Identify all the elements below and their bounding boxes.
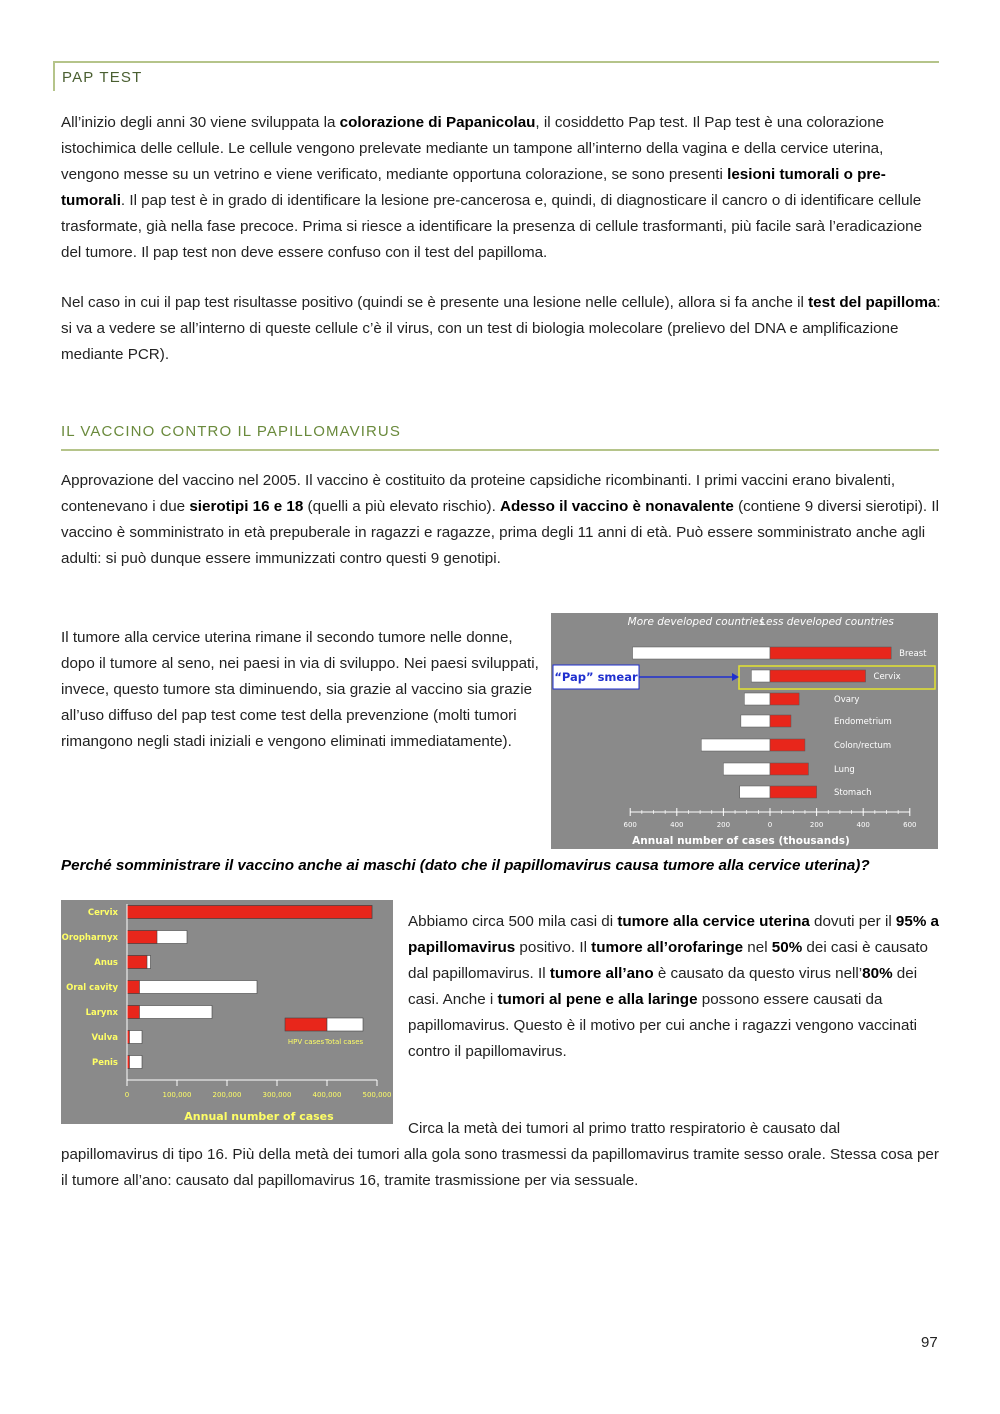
paragraph-transmission: papillomavirus di tipo 16. Più della metà dei tumori alla gola sono trasmessi da papillomavirus tramite sesso orale. Stessa cosa per il tumore all’ano: causato dal papillomavirus 16, tramite trasmissione per via sessuale. xyxy=(61,1146,939,1189)
pap-smear-arrowhead xyxy=(732,673,739,681)
category-label: Anus xyxy=(94,958,118,968)
paragraph-pap-test-intro xyxy=(61,110,941,266)
bold-phrase: test del papilloma xyxy=(808,294,937,311)
category-label: Larynx xyxy=(85,1008,118,1018)
bold-phrase: tumori al pene e alla laringe xyxy=(497,991,698,1008)
question-heading-vaccine-males: Perché somministrare il vaccino anche ai maschi (dato che il papillomavirus causa tumore alla cervice uterina)? xyxy=(61,857,870,874)
x-tick-label: 400,000 xyxy=(312,1091,342,1099)
text-run: , il cosiddetto Pap test. Il Pap test è una colorazione istochimica delle cellule. Le cellule vengono prelevate mediante un tampone all’interno della vagina e della cervice uterina, vengono messe su un vetrino e viene verificato, mediante opportuna colorazione, se sono presenti xyxy=(61,114,885,183)
x-tick-label: 100,000 xyxy=(162,1091,192,1099)
paragraph-respiratory-tract: Circa la metà dei tumori al primo tratto respiratorio è causato dal xyxy=(408,1120,841,1137)
text-run: Abbiamo circa 500 mila casi di xyxy=(408,913,618,930)
bar-hpv-larynx xyxy=(127,1006,140,1019)
category-label: Endometrium xyxy=(834,717,892,727)
x-tick-label: 300,000 xyxy=(262,1091,292,1099)
category-label: Oropharnyx xyxy=(61,933,118,943)
chart-hpv-cases-by-site xyxy=(61,900,393,1124)
bar-hpv-cervix xyxy=(127,906,372,919)
text-run: . Il pap test è in grado di identificare la lesione pre-cancerosa e, quindi, di diagnosticare il cancro o di identificare cellule trasformate, già nella fase precoce. Prima si riesce a identificare la presenza di cellule trasformanti, più facile sarà l’eradicazione del tumore. Il pap test non deve essere confuso con il test del papilloma. xyxy=(61,192,923,261)
bar-less-developed-colonrectum xyxy=(770,739,805,751)
bar-less-developed-endometrium xyxy=(770,715,791,727)
category-label: Cervix xyxy=(873,672,901,682)
x-tick-label: 500,000 xyxy=(362,1091,392,1099)
chart-cancer-cases-by-development xyxy=(551,613,938,849)
x-tick-label: 200 xyxy=(716,821,731,829)
category-label: Lung xyxy=(834,765,855,775)
text-run: nel xyxy=(743,939,772,956)
bold-phrase: colorazione di Papanicolau xyxy=(339,114,536,131)
page-number: 97 xyxy=(921,1334,938,1351)
bar-hpv-oralcavity xyxy=(127,981,140,994)
category-label: Stomach xyxy=(834,788,872,798)
text-run: : si va a vedere se all’interno di queste cellule c’è il virus, con un test di biologia molecolare (prelievo del DNA e amplificazione mediante PCR). xyxy=(61,294,941,363)
bold-phrase: sierotipi 16 e 18 xyxy=(189,498,304,515)
bold-phrase: 50% xyxy=(771,939,803,956)
text-run: (contiene 9 diversi sierotipi). Il vaccino è somministrato in età prepuberale in ragazzi e ragazze, prima degli 11 anni di età. Può essere somministrato anche agli adulti: si può dunque essere immunizzati contro questi 9 genotipi. xyxy=(61,498,939,567)
text-run: Il tumore alla cervice uterina rimane il secondo tumore nelle donne, dopo il tumore al seno, nei paesi in via di sviluppo. Nei paesi sviluppati, invece, questo tumore sta diminuendo, sia grazie al vaccino sia grazie all’uso diffuso del pap test come test della prevenzione (molti tumori rimangono negli stadi iniziali e vengono eliminati immediatamente). xyxy=(61,629,539,750)
bar-more-developed-stomach xyxy=(740,786,770,798)
legend-swatch-total xyxy=(327,1018,363,1031)
bar-total-oralcavity xyxy=(127,981,257,994)
pap-smear-label: “Pap” smear xyxy=(554,670,638,684)
paragraph-cervical-cancer-trend xyxy=(61,625,539,755)
text-run: è causato da questo virus nell’ xyxy=(653,965,863,982)
bar-less-developed-lung xyxy=(770,763,808,775)
bar-more-developed-lung xyxy=(723,763,770,775)
bar-hpv-oropharnyx xyxy=(127,931,157,944)
bold-phrase: tumore all’orofaringe xyxy=(591,939,744,956)
x-tick-label: 400 xyxy=(670,821,684,829)
category-label: Penis xyxy=(91,1058,118,1068)
column-header-less-developed: Less developed countries xyxy=(760,616,894,628)
category-label: Breast xyxy=(899,649,927,659)
section-heading-vaccine: IL VACCINO CONTRO IL PAPILLOMAVIRUS xyxy=(61,423,939,451)
bold-phrase: 95% a papillomavirus xyxy=(408,913,939,956)
x-tick-label: 200 xyxy=(809,821,824,829)
text-run: Approvazione del vaccino nel 2005. Il vaccino è costituito da proteine capsidiche ricombinanti. I primi vaccini erano bivalenti, contenevano i due xyxy=(61,472,896,515)
x-axis-label: Annual number of cases (thousands) xyxy=(632,835,850,847)
bold-phrase: lesioni tumorali o pre-tumorali xyxy=(61,166,886,209)
category-label: Oral cavity xyxy=(66,983,118,993)
column-header-more-developed: More developed countries xyxy=(627,616,765,628)
bold-phrase: tumore all’ano xyxy=(549,965,654,982)
x-axis-label: Annual number of cases xyxy=(184,1110,334,1123)
text-run: dovuti per il xyxy=(809,913,896,930)
bar-more-developed-endometrium xyxy=(741,715,770,727)
x-tick-label: 0 xyxy=(767,821,773,829)
x-tick-label: 600 xyxy=(903,821,917,829)
paragraph-vaccine-approval xyxy=(61,468,941,572)
paragraph-hpv-statistics xyxy=(408,909,940,1065)
bar-more-developed-colonrectum xyxy=(701,739,770,751)
bar-more-developed-cervix xyxy=(751,670,770,682)
bar-more-developed-ovary xyxy=(744,693,770,705)
category-label: Vulva xyxy=(91,1033,118,1043)
bar-hpv-anus xyxy=(127,956,147,969)
category-label: Cervix xyxy=(87,908,118,918)
bold-phrase: tumore alla cervice uterina xyxy=(617,913,810,930)
bar-more-developed-breast xyxy=(633,647,770,659)
bar-less-developed-breast xyxy=(770,647,891,659)
bar-less-developed-stomach xyxy=(770,786,817,798)
text-run: dei casi. Anche i xyxy=(408,965,918,1008)
x-tick-label: 400 xyxy=(856,821,870,829)
x-tick-label: 600 xyxy=(623,821,637,829)
bold-phrase: Adesso il vaccino è nonavalente xyxy=(500,498,734,515)
text-run: dei casi è causato dal papillomavirus. Il xyxy=(408,939,928,982)
legend-swatch-hpv xyxy=(285,1018,327,1031)
x-tick-label: 200,000 xyxy=(212,1091,242,1099)
text-run: possono essere causati da papillomavirus. Questo è il motivo per cui anche i ragazzi vengono vaccinati contro il papillomavirus. xyxy=(408,991,918,1060)
bold-phrase: 80% xyxy=(862,965,893,982)
text-run: Nel caso in cui il pap test risultasse positivo (quindi se è presente una lesione nelle cellule), allora si fa anche il xyxy=(61,294,809,311)
category-label: Ovary xyxy=(834,695,860,705)
section-heading-pap-test: PAP TEST xyxy=(53,61,939,91)
bar-less-developed-cervix xyxy=(770,670,866,682)
x-tick-label: 0 xyxy=(124,1091,130,1099)
category-label: Colon/rectum xyxy=(834,741,892,751)
legend-label-total: Total cases xyxy=(324,1038,364,1046)
text-run: positivo. Il xyxy=(515,939,592,956)
paragraph-papilloma-test xyxy=(61,290,941,368)
legend-label-hpv: HPV cases xyxy=(287,1038,325,1046)
text-run: All’inizio degli anni 30 viene sviluppata la xyxy=(61,114,340,131)
bar-less-developed-ovary xyxy=(770,693,799,705)
text-run: (quelli a più elevato rischio). xyxy=(303,498,501,515)
